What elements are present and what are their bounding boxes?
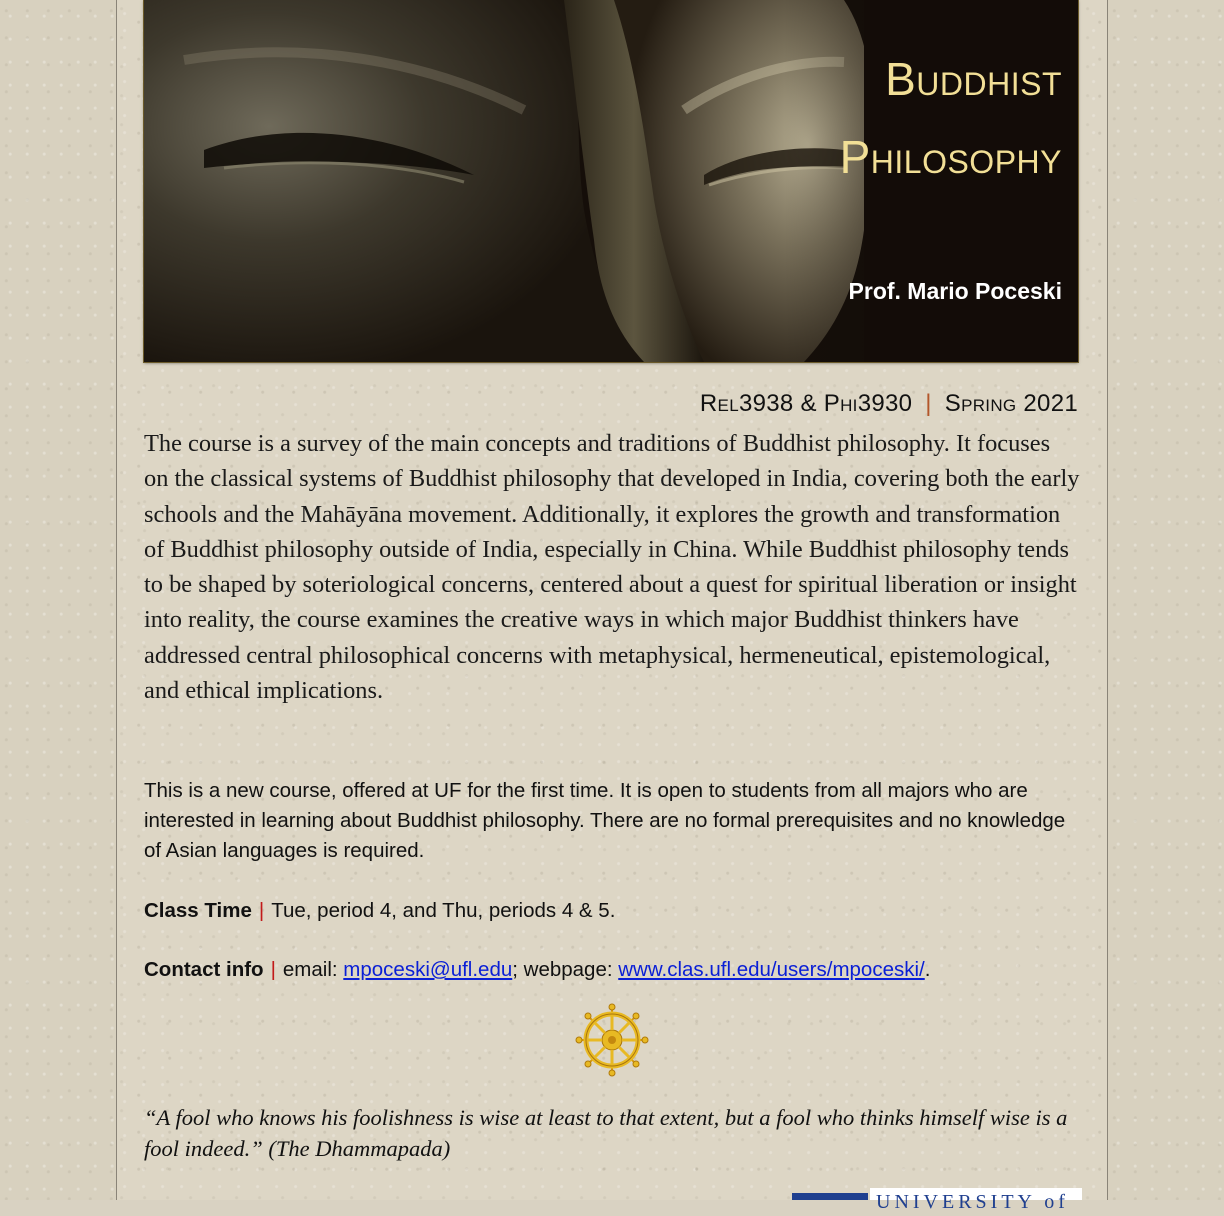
course-code-phi: Phi3930	[823, 390, 913, 417]
hero-author: Prof. Mario Poceski	[848, 278, 1062, 304]
hero-title	[840, 40, 1062, 196]
contact-webpage-prefix: ; webpage:	[512, 958, 619, 981]
contact-separator: |	[270, 958, 276, 981]
course-term: Spring 2021	[944, 390, 1078, 417]
uf-logo-mark	[792, 1193, 868, 1200]
class-time-label: Class Time	[144, 899, 252, 922]
course-code-separator: |	[925, 390, 932, 417]
course-description: The course is a survey of the main concepts and traditions of Buddhist philosophy. It focuses on the classical systems of Buddhist philosophy that developed in India, covering both the early schools and the Mahāyāna movement. Additionally, it explores the growth and transformation of Buddhist philosophy outside of India, especially in China. While Buddhist philosophy tends to be shaped by soteriological concerns, centered about a quest for spiritual liberation or insight into reality, the course examines the creative ways in which major Buddhist thinkers have addressed central philosophical concerns with metaphysical, hermeneutical, epistemological, and ethical implications.	[144, 430, 1080, 705]
contact-label: Contact info	[144, 958, 264, 981]
contact-suffix: .	[924, 958, 931, 981]
webpage-link[interactable]: www.clas.ufl.edu/users/mpoceski/	[618, 958, 925, 981]
contact-line	[144, 958, 930, 982]
left-margin	[0, 0, 116, 1200]
course-note: This is a new course, offered at UF for the first time. It is open to students from all majors who are interested in learning about Buddhist philosophy. There are no formal prerequisites and no knowledge of Asian languages is required.	[144, 779, 1066, 862]
dharma-wheel-icon	[576, 1004, 648, 1076]
class-time-line	[144, 899, 615, 923]
right-margin	[1108, 0, 1224, 1200]
course-code-line	[700, 390, 1078, 418]
course-code-rel: Rel3938	[699, 390, 794, 417]
hero-title-line-2: Philosophy	[839, 131, 1062, 183]
uf-logo	[792, 1188, 1082, 1213]
email-link[interactable]: mpoceski@ufl.edu	[343, 958, 513, 981]
class-time-value: Tue, period 4, and Thu, periods 4 & 5.	[271, 899, 616, 922]
hero-banner	[144, 0, 1078, 362]
dhammapada-quote: “A fool who knows his foolishness is wise at least to that extent, but a fool who thinks himself wise is a fool indeed.” (The Dhammapada)	[144, 1105, 1068, 1161]
uf-logo-text: UNIVERSITY of	[876, 1191, 1069, 1213]
course-code-amp: &	[800, 390, 817, 417]
hero-title-line-1: Buddhist	[885, 53, 1062, 105]
contact-email-prefix: email:	[282, 958, 344, 981]
class-time-separator: |	[258, 899, 265, 922]
